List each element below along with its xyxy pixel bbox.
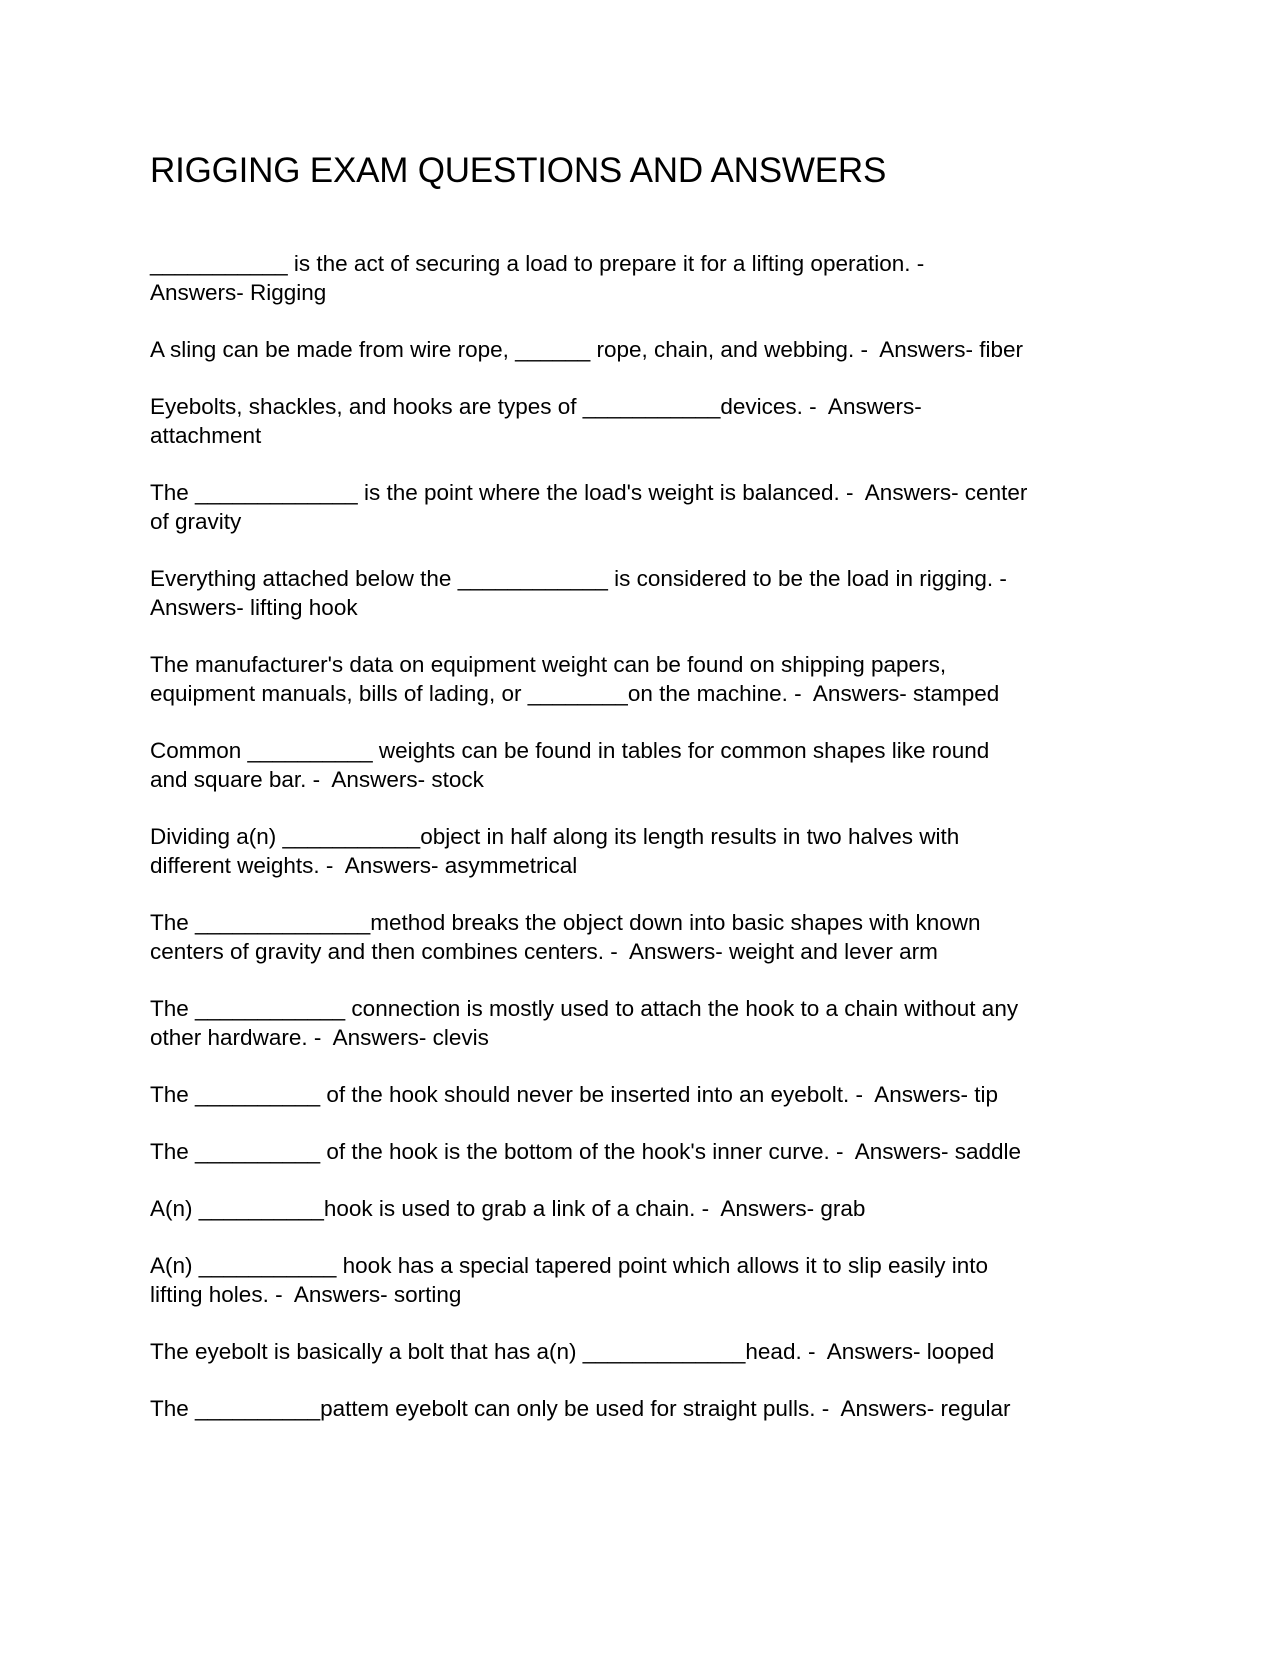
question-answer-item: The _____________ is the point where the load's weight is balanced. - Answers- center of gravity — [150, 480, 1028, 534]
question-answer-item: A(n) __________hook is used to grab a link of a chain. - Answers- grab — [150, 1196, 866, 1221]
question-answer-item: The __________ of the hook should never be inserted into an eyebolt. - Answers- tip — [150, 1082, 999, 1107]
document-page — [150, 0, 1140, 1656]
question-answer-item: The __________ of the hook is the bottom of the hook's inner curve. - Answers- saddle — [150, 1139, 1022, 1164]
question-answer-item: Everything attached below the ____________ is considered to be the load in rigging. - Answers- lifting hook — [150, 566, 1007, 620]
question-answer-item: A(n) ___________ hook has a special tapered point which allows it to slip easily into lifting holes. - Answers- sorting — [150, 1253, 989, 1307]
question-answer-item: The ____________ connection is mostly used to attach the hook to a chain without any other hardware. - Answers- clevis — [150, 996, 1019, 1050]
question-answer-item: Dividing a(n) ___________object in half along its length results in two halves with different weights. - Answers- asymmetrical — [150, 824, 960, 878]
question-answer-item: Eyebolts, shackles, and hooks are types of ___________devices. - Answers- attachment — [150, 394, 922, 448]
question-list — [150, 249, 1140, 1451]
question-answer-item: A sling can be made from wire rope, ______ rope, chain, and webbing. - Answers- fiber — [150, 337, 1023, 362]
question-answer-item: The manufacturer's data on equipment weight can be found on shipping papers, equipment manuals, bills of lading, or ________on the machine. - Answers- stamped — [150, 652, 1000, 706]
question-answer-item: The eyebolt is basically a bolt that has a(n) _____________head. - Answers- looped — [150, 1339, 995, 1364]
question-answer-item: ___________ is the act of securing a load to prepare it for a lifting operation. - Answers- Rigging — [150, 251, 925, 305]
document-title: RIGGING EXAM QUESTIONS AND ANSWERS — [150, 151, 887, 190]
question-answer-item: The __________pattem eyebolt can only be used for straight pulls. - Answers- regular — [150, 1396, 1011, 1421]
question-answer-item: The ______________method breaks the object down into basic shapes with known centers of gravity and then combines centers. - Answers- weight and lever arm — [150, 910, 981, 964]
question-answer-item: Common __________ weights can be found in tables for common shapes like round and square bar. - Answers- stock — [150, 738, 990, 792]
